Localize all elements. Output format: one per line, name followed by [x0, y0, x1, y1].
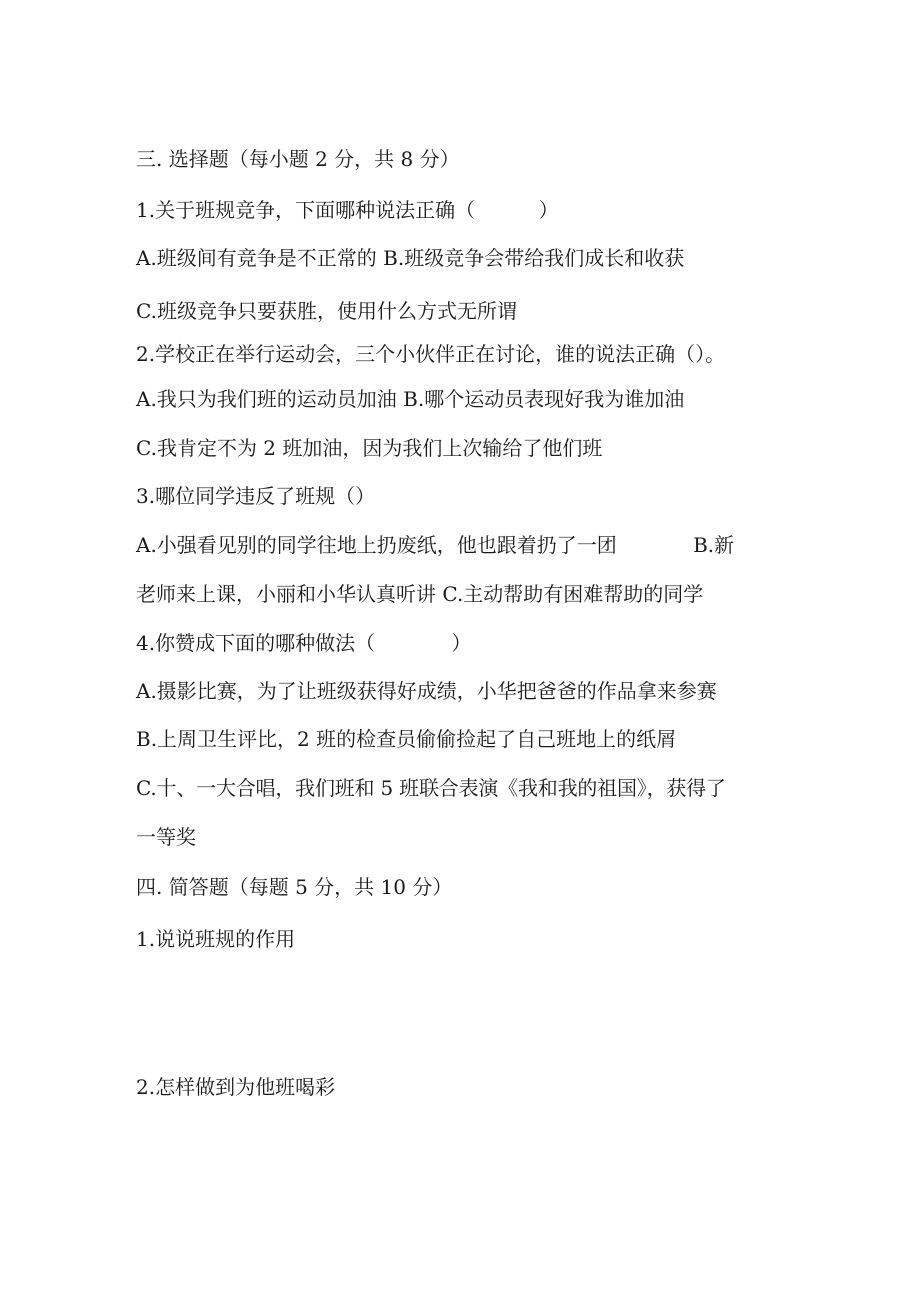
question-4-stem: 4.你赞成下面的哪种做法（ ）	[136, 631, 472, 655]
question-2-options-ab: A.我只为我们班的运动员加油 B.哪个运动员表现好我为谁加油	[136, 387, 685, 411]
short-answer-question-1: 1.说说班规的作用	[136, 927, 296, 951]
question-4-option-a: A.摄影比赛，为了让班级获得好成绩，小华把爸爸的作品拿来参赛	[136, 679, 717, 703]
question-3-stem: 3.哪位同学违反了班规（）	[136, 484, 376, 508]
question-1-options-ab: A.班级间有竞争是不正常的 B.班级竞争会带给我们成长和收获	[136, 246, 685, 270]
question-3-option-bc-line: 老师来上课，小丽和小华认真听讲 C.主动帮助有困难帮助的同学	[136, 582, 704, 606]
question-4-option-b: B.上周卫生评比，2 班的检查员偷偷捡起了自己班地上的纸屑	[136, 727, 677, 751]
question-1-option-c: C.班级竞争只要获胜，使用什么方式无所谓	[136, 299, 517, 323]
question-2-stem: 2.学校正在举行运动会，三个小伙伴正在讨论，谁的说法正确（）。	[136, 342, 726, 366]
question-4-option-c-line-2: 一等奖	[136, 825, 196, 849]
question-1-stem: 1.关于班规竞争，下面哪种说法正确（ ）	[136, 198, 559, 222]
question-4-option-c-line-1: C.十、一大合唱，我们班和 5 班联合表演《我和我的祖国》，获得了	[136, 776, 726, 800]
question-3-option-a-line: A.小强看见别的同学往地上扔废纸，他也跟着扔了一团 B.新	[136, 533, 735, 557]
short-answer-question-2: 2.怎样做到为他班喝彩	[136, 1075, 336, 1099]
section-4-title: 四. 简答题（每题 5 分，共 10 分）	[136, 875, 453, 899]
section-3-title: 三. 选择题（每小题 2 分，共 8 分）	[136, 147, 460, 171]
question-2-option-c: C.我肯定不为 2 班加油，因为我们上次输给了他们班	[136, 436, 603, 460]
